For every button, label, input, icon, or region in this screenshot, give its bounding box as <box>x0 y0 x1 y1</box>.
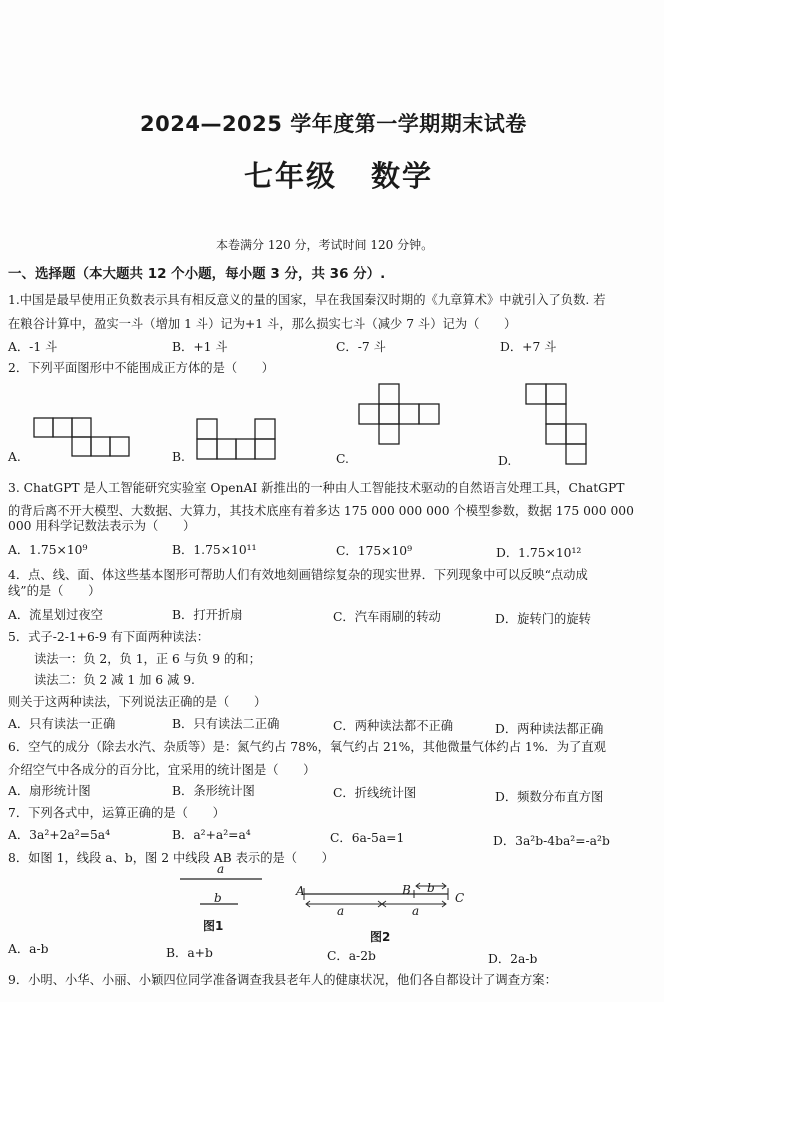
fig2-point-a-label: A <box>296 884 305 898</box>
q2-option-b: B. <box>172 450 185 464</box>
question-5-line-2: 读法一：负 2，负 1，正 6 与负 9 的和； <box>34 652 261 666</box>
q7-option-a: A．3a²+2a²=5a⁴ <box>8 828 111 842</box>
q5-option-c: C．两种读法都不正确 <box>333 719 454 733</box>
q2-option-d: D. <box>498 454 512 468</box>
q8-option-d: D．2a-b <box>488 952 538 966</box>
question-4-line-1: 4．点、线、面、体这些基本图形可帮助人们有效地刻画错综复杂的现实世界．下列现象中可以反映“点动成 <box>8 568 588 582</box>
fig2-segment-b-label: b <box>427 881 435 895</box>
q5-option-a: A．只有读法一正确 <box>8 717 116 731</box>
figure-2-label: 图2 <box>370 930 391 944</box>
q7-option-c: C．6a-5a=1 <box>330 831 405 845</box>
q4-option-a: A．流星划过夜空 <box>8 608 103 622</box>
q6-option-a: A．扇形统计图 <box>8 784 91 798</box>
q5-option-d: D．两种读法都正确 <box>495 722 604 736</box>
fig2-point-b-label: B <box>402 883 411 897</box>
q3-option-d: D．1.75×10¹² <box>496 546 582 560</box>
question-9-line-1: 9．小明、小华、小丽、小颖四位同学准备调查我县老年人的健康状况，他们各自都设计了调查方案： <box>8 973 557 987</box>
figure-1-label: 图1 <box>203 919 224 933</box>
q7-option-d: D．3a²b-4ba²=-a²b <box>493 834 610 848</box>
fig1-segment-b-label: b <box>214 891 222 905</box>
fig2-point-c-label: C <box>455 891 465 905</box>
question-1-line-1: 1.中国是最早使用正负数表示具有相反意义的量的国家，早在我国秦汉时期的《九章算术》中就引入了负数. 若 <box>8 293 606 307</box>
q2-option-c: C. <box>336 452 349 466</box>
net-figure-b <box>197 419 279 461</box>
grade-label: 七年级 <box>244 159 338 193</box>
question-3-line-2: 的背后离不开大模型、大数据、大算力，其技术底座有着多达 175 000 000 000 个模型参数，数据 175 000 000 <box>8 504 634 518</box>
question-4-line-2: 线”的是（ ） <box>8 584 101 598</box>
question-2-line-1: 2．下列平面图形中不能围成正方体的是（ ） <box>8 361 275 375</box>
q1-option-d: D．+7 斗 <box>500 340 557 354</box>
q4-option-b: B．打开折扇 <box>172 608 243 622</box>
q3-option-a: A．1.75×10⁹ <box>8 543 88 557</box>
question-5-line-1: 5．式子-2-1+6-9 有下面两种读法： <box>8 630 210 644</box>
question-5-line-4: 则关于这两种读法，下列说法正确的是（ ） <box>8 695 267 709</box>
q6-option-d: D．频数分布直方图 <box>495 790 604 804</box>
question-6-line-2: 介绍空气中各成分的百分比，宜采用的统计图是（ ） <box>8 763 316 777</box>
q5-option-b: B．只有读法二正确 <box>172 717 280 731</box>
q1-option-c: C．-7 斗 <box>336 340 386 354</box>
q1-option-b: B．+1 斗 <box>172 340 228 354</box>
exam-title: 2024—2025 学年度第一学期期末试卷 <box>140 112 527 136</box>
question-5-line-3: 读法二：负 2 减 1 加 6 减 9. <box>34 673 195 687</box>
q8-option-b: B．a+b <box>166 946 213 960</box>
question-8-line-1: 8．如图 1，线段 a、b，图 2 中线段 AB 表示的是（ ） <box>8 851 334 865</box>
net-figure-c <box>359 384 441 464</box>
exam-note: 本卷满分 120 分，考试时间 120 分钟。 <box>216 238 434 252</box>
q7-option-b: B．a²+a²=a⁴ <box>172 828 251 842</box>
section-heading: 一、选择题（本大题共 12 个小题，每小题 3 分，共 36 分）. <box>8 266 386 282</box>
question-3-line-1: 3. ChatGPT 是人工智能研究实验室 OpenAI 新推出的一种由人工智能技术驱动的自然语言处理工具，ChatGPT <box>8 481 625 495</box>
q6-option-c: C．折线统计图 <box>333 786 417 800</box>
question-3-line-3: 000 用科学记数法表示为（ ） <box>8 519 196 533</box>
q8-option-c: C．a-2b <box>327 949 376 963</box>
subject-label: 数学 <box>371 159 434 193</box>
grade-subject <box>244 154 467 195</box>
question-6-line-1: 6．空气的成分（除去水汽、杂质等）是：氮气约占 78%，氧气约占 21%，其他微量气体约占 1%．为了直观 <box>8 740 606 754</box>
q2-option-a: A. <box>8 450 21 464</box>
net-figure-d <box>526 384 588 466</box>
question-1-line-2: 在粮谷计算中，盈实一斗（增加 1 斗）记为+1 斗，那么损实七斗（减少 7 斗）记为（ ） <box>8 317 517 331</box>
net-figure-a <box>34 418 134 460</box>
fig1-segment-a-label: a <box>217 862 225 876</box>
q8-option-a: A．a-b <box>8 942 49 956</box>
question-7-line-1: 7．下列各式中，运算正确的是（ ） <box>8 806 225 820</box>
q4-option-d: D．旋转门的旋转 <box>495 612 591 626</box>
fig2-segment-a-right-label: a <box>412 904 420 918</box>
q1-option-a: A．-1 斗 <box>8 340 58 354</box>
q3-option-b: B．1.75×10¹¹ <box>172 543 257 557</box>
q4-option-c: C．汽车雨刷的转动 <box>333 610 441 624</box>
fig2-segment-a-left-label: a <box>337 904 345 918</box>
q6-option-b: B．条形统计图 <box>172 784 255 798</box>
q3-option-c: C．175×10⁹ <box>336 544 413 558</box>
